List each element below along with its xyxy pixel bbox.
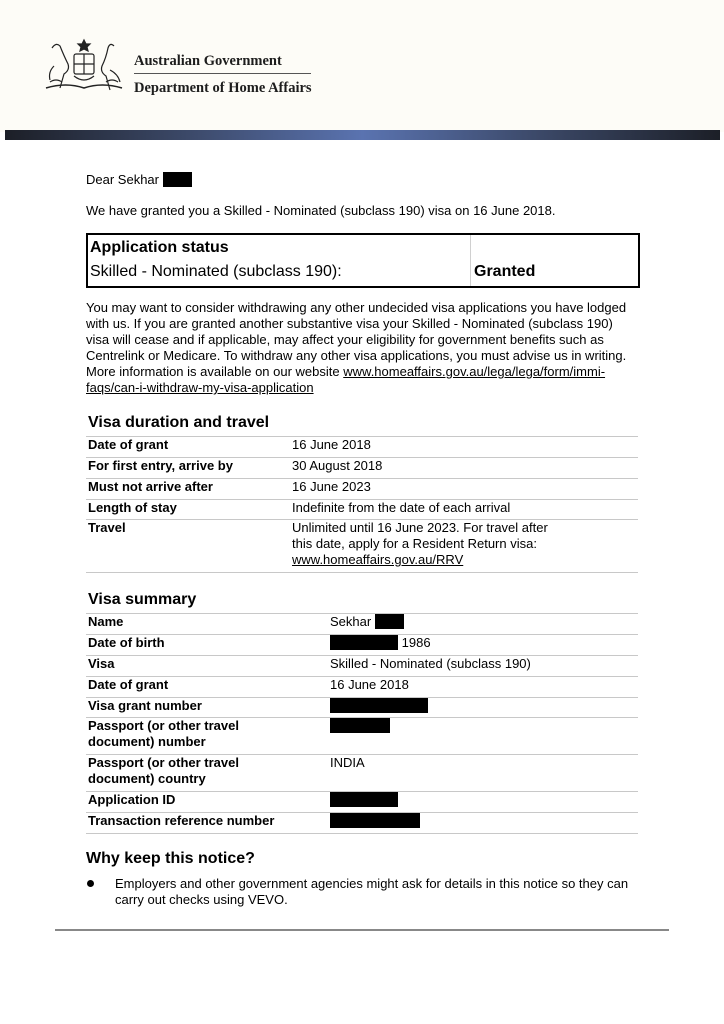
row-value: Indefinite from the date of each arrival [290, 500, 638, 520]
duration-travel-heading: Visa duration and travel [88, 414, 270, 431]
row-label: Transaction reference number [86, 813, 328, 834]
row-value: Skilled - Nominated (subclass 190) [328, 656, 638, 677]
row-value: INDIA [328, 755, 638, 792]
withdraw-advice [86, 300, 636, 396]
table-row [86, 718, 638, 755]
table-row [86, 614, 638, 635]
row-label: Date of grant [86, 437, 290, 458]
redacted-surname [375, 614, 404, 629]
row-value [328, 635, 638, 656]
keep-notice-heading: Why keep this notice? [86, 850, 255, 867]
name-value: Sekhar [330, 614, 372, 629]
visa-summary-table [86, 613, 638, 834]
row-value [328, 792, 638, 813]
resident-return-link[interactable]: www.homeaffairs.gov.au/RRV [292, 552, 464, 567]
row-label: Date of birth [86, 635, 328, 656]
row-value [328, 698, 638, 718]
table-row [86, 656, 638, 677]
table-row [86, 500, 638, 520]
status-label: Skilled - Nominated (subclass 190): [90, 263, 342, 280]
redacted-passport-number [330, 718, 390, 733]
row-label: Must not arrive after [86, 479, 290, 500]
row-label: For first entry, arrive by [86, 458, 290, 479]
row-value [328, 813, 638, 834]
withdraw-info-link[interactable]: www.homeaffairs.gov.au/lega/lega/form/immi-faqs/can-i-withdraw-my-visa-application [86, 364, 606, 395]
row-value [290, 520, 638, 573]
table-row [86, 458, 638, 479]
table-row [86, 437, 638, 458]
row-label: Application ID [86, 792, 328, 813]
letterhead-divider [134, 73, 311, 74]
visa-summary-heading: Visa summary [88, 591, 197, 608]
redacted-transaction-reference [330, 813, 420, 828]
coat-of-arms-icon [44, 36, 124, 98]
row-label: Name [86, 614, 328, 635]
keep-notice-bullet: Employers and other government agencies might ask for details in this notice so they can carry out checks using VEVO. [115, 876, 629, 907]
footer-divider [55, 929, 669, 931]
row-label: Date of grant [86, 677, 328, 698]
bullet-icon [87, 880, 94, 887]
birth-year: 1986 [401, 635, 431, 650]
row-value [328, 718, 638, 755]
redacted-surname [163, 172, 192, 187]
table-row [86, 698, 638, 718]
row-label: Travel [86, 520, 290, 573]
table-row [86, 813, 638, 834]
row-label: Visa grant number [86, 698, 328, 718]
row-label: Length of stay [86, 500, 290, 520]
travel-text: Unlimited until 16 June 2023. For travel after this date, apply for a Resident Return visa: [292, 520, 548, 551]
advice-text: You may want to consider withdrawing any other undecided visa applications you have lodged with us. If you are granted another substantive visa your Skilled - Nominated (subclass 190) visa will cease and if applicable, may affect your eligibility for government benefits such as Centrelink or Medicare. To withdraw any other visa applications, you must advise us in writing. More information is available on our website [86, 300, 627, 379]
table-row [86, 520, 638, 573]
redacted-application-id [330, 792, 398, 807]
status-heading: Application status [90, 239, 229, 256]
redacted-grant-number [330, 698, 428, 713]
status-value: Granted [474, 263, 536, 280]
row-label: Visa [86, 656, 328, 677]
duration-travel-table [86, 436, 638, 573]
greeting [86, 172, 192, 188]
department-name: Department of Home Affairs [134, 80, 312, 96]
table-row [86, 479, 638, 500]
redacted-birth-date [330, 635, 398, 650]
table-row [86, 792, 638, 813]
row-value [328, 614, 638, 635]
status-divider [470, 235, 471, 286]
grant-statement: We have granted you a Skilled - Nominated (subclass 190) visa on 16 June 2018. [86, 203, 556, 218]
application-status-box [86, 233, 640, 288]
row-value: 16 June 2018 [328, 677, 638, 698]
table-row [86, 755, 638, 792]
row-label: Passport (or other travel document) country [86, 755, 328, 792]
row-value: 30 August 2018 [290, 458, 638, 479]
table-row [86, 677, 638, 698]
row-value: 16 June 2023 [290, 479, 638, 500]
header-band [5, 130, 720, 140]
row-label: Passport (or other travel document) number [86, 718, 328, 755]
table-row [86, 635, 638, 656]
greeting-text: Dear Sekhar [86, 172, 159, 187]
agency-name: Australian Government [134, 53, 282, 69]
row-value: 16 June 2018 [290, 437, 638, 458]
